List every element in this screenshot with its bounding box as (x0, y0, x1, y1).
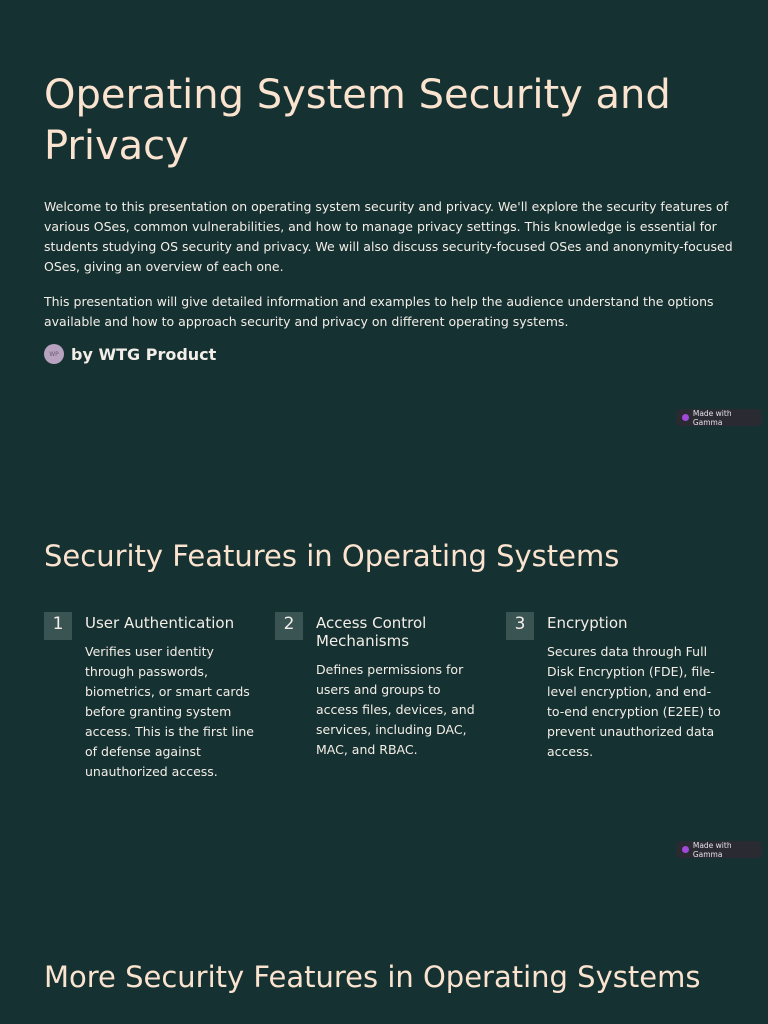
card-text: Secures data through Full Disk Encryption (FDE), file-level encryption, and end-to-end encryption (E2EE) to prevent unauthorized data access. (547, 644, 721, 759)
card-title: Encryption (547, 614, 628, 632)
card-title: User Authentication (85, 614, 235, 632)
card-text: Defines permissions for users and groups to access files, devices, and services, including DAC, MAC, and RBAC. (316, 662, 475, 757)
badge-label: Made with Gamma (692, 408, 732, 427)
intro-paragraph: Welcome to this presentation on operating system security and privacy. We'll explore the security features of various OSes, common vulnerabilities, and how to manage privacy settings. This knowledge is essential for students studying OS security and privacy. We will also discuss security-focused OSes and anonymity-focused OSes, giving an overview of each one. (44, 199, 733, 274)
author-name: by WTG Product (71, 344, 217, 364)
intro-paragraph-secondary: This presentation will give detailed information and examples to help the audience understand the options available and how to approach security and privacy on different operating systems. (44, 294, 714, 329)
page-title: Operating System Security and Privacy (44, 72, 671, 169)
avatar-initials: WP (49, 350, 59, 358)
badge-label: Made with Gamma (692, 840, 732, 859)
card-text: Verifies user identity through passwords, biometrics, or smart cards before granting system access. This is the first line of defense against unauthorized access. (85, 644, 254, 779)
card-title: Access Control Mechanisms (316, 614, 427, 650)
step-number-badge: 3 (506, 612, 534, 640)
step-number-badge: 2 (275, 612, 303, 640)
section-title: More Security Features in Operating Systems (44, 960, 701, 994)
step-number-badge: 1 (44, 612, 72, 640)
section-title: Security Features in Operating Systems (44, 539, 620, 573)
